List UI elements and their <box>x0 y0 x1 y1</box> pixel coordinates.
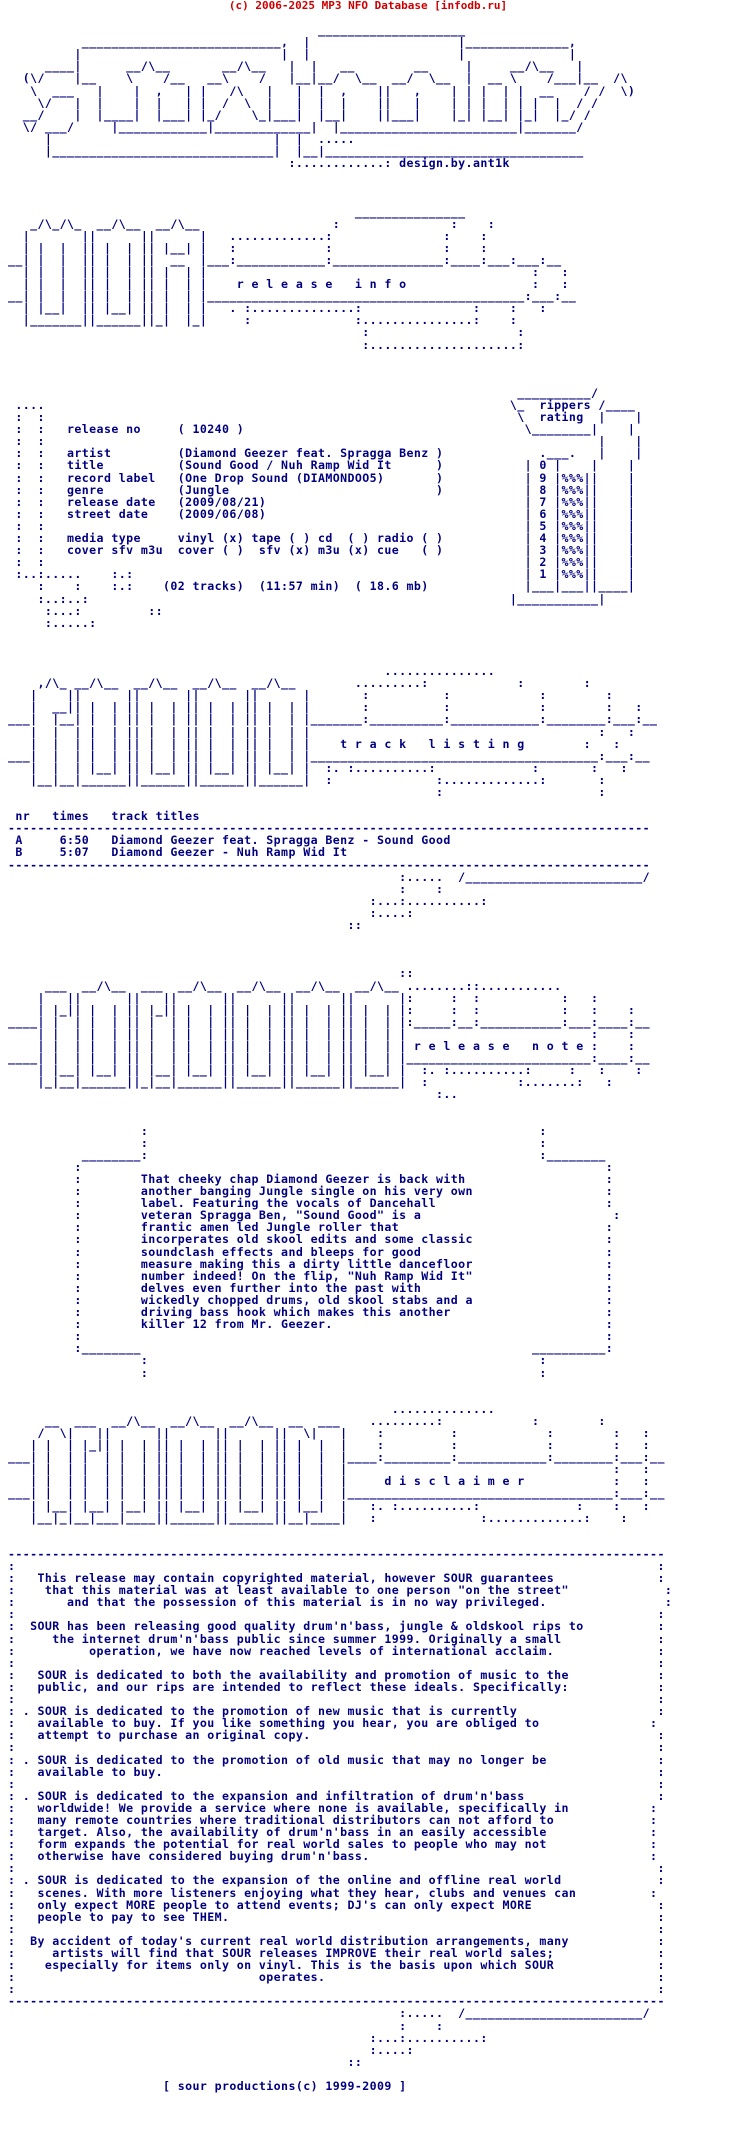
nfo-line: : : <box>8 1607 665 1622</box>
nfo-line: : number indeed! On the flip, "Nuh Ramp Wid It" : <box>8 1268 614 1283</box>
nfo-line: : available to buy. If you like something you hear, you are obliged to : <box>8 1716 658 1731</box>
nfo-line: : : <box>8 1740 665 1755</box>
nfo-line: / \| || || || || \| | : : : : : <box>8 1425 651 1440</box>
nfo-line: ___ __/\__ ___ __/\__ __/\__ __/\__ __/\__ ........::........... <box>8 978 562 993</box>
nfo-line: :....................: <box>8 337 525 352</box>
nfo-line: : : street date (2009/06/08) | 6 |%%%|| | <box>8 506 636 521</box>
nfo-line: : : title (Sound Good / Nuh Ramp Wid It ) | 0 | | | <box>8 458 636 473</box>
nfo-line: _/\_/\_ __/\__ __/\__ : : : <box>8 216 496 231</box>
nfo-line: : : <box>8 1123 547 1138</box>
nfo-line: | | | | | | | || | | || | | || | | | d i s c l a i m e r : : <box>8 1474 651 1489</box>
nfo-line: :....: <box>8 905 414 920</box>
nfo-line: : : <box>8 1329 614 1344</box>
nfo-line: .............. <box>8 1401 496 1416</box>
nfo-line: : scenes. With more listeners enjoying what they hear, clubs and venues can : <box>8 1885 658 1900</box>
nfo-line: : wickedly chopped drums, old skool stabs and a : <box>8 1292 614 1307</box>
nfo-line: : artists will find that SOUR releases IMPROVE their real world sales; : <box>8 1946 665 1960</box>
nfo-line: ____________________ <box>8 23 466 38</box>
nfo-line: : especially for items only on vinyl. This is the basis upon which SOUR : <box>8 1958 665 1973</box>
nfo-line: __/ | |____| |___| |_/ \_|___| |__| ||___| |_| |__| |_| |_/ / <box>8 107 592 122</box>
nfo-line: : measure making this a dirty little dancefloor : <box>8 1256 614 1271</box>
nfo-line: : : <box>8 1559 665 1573</box>
nfo-line: :________ __________: <box>8 1341 614 1356</box>
nfo-line: | |__| |__| || |__| |__| || |__| || |__| || |__| | :. :..........: : : : <box>8 1063 643 1078</box>
nfo-line: :....: <box>8 2042 414 2057</box>
nfo-line: \ ___ | | , | | /\ | | | , || , | | | | | __ / / \) <box>8 83 636 98</box>
nfo-line: :..:..... :.: | 1 |%%%|| | <box>8 567 636 582</box>
nfo-line: : : :.: (02 tracks) (11:57 min) ( 18.6 mb) |___|___||____| <box>8 579 636 594</box>
nfo-line: : : <box>8 1776 665 1791</box>
nfo-line: | |__| |__| |__| || |__| || |__| || |__| | :. :..........: : : : <box>8 1498 651 1513</box>
nfo-line: ----------------------------------------------------------------------------------------- <box>8 1546 665 1561</box>
nfo-line: : : artist (Diamond Geezer feat. Spragga Benz ) .___. | | <box>8 446 643 461</box>
nfo-line: : : \ rating | | <box>8 410 643 425</box>
nfo-line: | | | | | || | | || | | || | | | t r a c k l i s t i n g : : <box>8 736 621 751</box>
nfo-line: : . SOUR is dedicated to the expansion of the online and offline real world : <box>8 1873 665 1888</box>
nfo-line: ____| | | | | || | | | | || | | || | | || | | |:_____:__:___________:___:____:__ <box>8 1014 651 1029</box>
nfo-line: __| | | || | | || __ |___:____________:_______________:____:___:___:__ <box>8 252 562 267</box>
nfo-line: :: <box>8 918 363 933</box>
nfo-line: | || || || || || || |: : : : : <box>8 990 599 1005</box>
nfo-line: | | | | | || | | | | || | | || | | || | | | r e l e a s e n o t e : : <box>8 1038 636 1053</box>
nfo-line: ----------------------------------------------------------------------------------------- <box>8 1994 665 2009</box>
nfo-line: |_______||______||_| |_| : :...............: : <box>8 313 518 328</box>
nfo-line: : : <box>8 2018 444 2033</box>
nfo-line: --------------------------------------------------------------------------------------- <box>8 821 651 836</box>
nfo-line: : public, and our rips are intended to reflect these ideals. Specifically: : <box>8 1679 665 1694</box>
nfo-line: : : <box>8 1921 665 1936</box>
nfo-line: ___| | | | | | | || | | || | | || | | |____:_________:____________:________:___:__ <box>8 1450 665 1465</box>
nfo-line: : delves even further into the past with : <box>8 1280 614 1295</box>
nfo-line: ___| |__| | | || | | || | | || | | |_______:__________:____________:________:___:__ <box>8 712 658 727</box>
nfo-line: ............... <box>8 664 496 679</box>
nfo-line: : : <box>8 1692 665 1707</box>
nfo-line: : : release no ( 10240 ) \________| | <box>8 422 636 437</box>
nfo-line: : : cover sfv m3u cover ( ) sfv (x) m3u (x) cue ( ) | 3 |%%%|| | <box>8 543 636 558</box>
nfo-line: __________/ <box>8 385 599 400</box>
nfo-line: : killer 12 from Mr. Geezer. : <box>8 1317 614 1332</box>
nfo-line: B 5:07 Diamond Geezer - Nuh Ramp Wid It <box>8 845 348 860</box>
nfo-line: | | | | | | | || | | || | | || | | | : : <box>8 1462 651 1477</box>
copyright-line: (c) 2006-2025 MP3 NFO Database [infodb.ru] <box>228 0 508 12</box>
nfo-line: : . SOUR is dedicated to the promotion of new music that is currently : <box>8 1704 665 1719</box>
nfo-line: : veteran Spragga Ben, "Sound Good" is a : <box>8 1208 621 1223</box>
nfo-line: : only expect MORE people to attend events; DJ's can only expect MORE : <box>8 1897 665 1912</box>
nfo-line: | __|| | | || | | || | | || | | | : : : : : <box>8 700 643 715</box>
nfo-line: --------------------------------------------------------------------------------------- <box>8 857 651 872</box>
nfo-line: : : <box>8 325 525 340</box>
nfo-line: : This release may contain copyrighted material, however SOUR guarantees : <box>8 1571 665 1586</box>
nfo-line: .... \_ rippers /____ <box>8 398 636 412</box>
nfo-line: :: <box>8 966 414 981</box>
nfo-line: : : release date (2009/08/21) | 7 |%%%|| | <box>8 494 636 509</box>
nfo-line: | | | || | | || | | | : : <box>8 264 569 279</box>
nfo-line: ___| | | | | | | || | | || | | || | | |____________________________________:___:__ <box>8 1486 665 1501</box>
nfo-line: :...: :: <box>8 603 163 618</box>
nfo-line: : : <box>8 1655 665 1670</box>
nfo-line: : : <box>8 1982 665 1997</box>
nfo-line: : incorperates old skool edits and some classic : <box>8 1232 614 1247</box>
nfo-line: : people to pay to see THEM. : <box>8 1909 665 1924</box>
nfo-line: : : media type vinyl (x) tape ( ) cd ( ) radio ( ) | 4 |%%%|| | <box>8 531 636 546</box>
nfo-line: : : <box>8 1353 547 1368</box>
nfo-line: : operates. : <box>8 1970 665 1985</box>
nfo-line: : SOUR has been releasing good quality drum'n'bass, jungle & oldskool rips to : <box>8 1619 665 1634</box>
nfo-line: :............: design.by.ant1k <box>8 156 510 171</box>
nfo-line: _______________ <box>8 204 466 219</box>
nfo-line: : : | 2 |%%%|| | <box>8 555 636 570</box>
nfo-line: | | | |_|| | | || | | || | | || | | | : : : : : <box>8 1438 651 1453</box>
nfo-line: : the internet drum'n'bass public since summer 1999. Originally a small : <box>8 1631 665 1646</box>
nfo-line: : : <box>8 785 606 799</box>
nfo-line: |__|__|______||______||______||______| : :.............: : <box>8 772 606 787</box>
nfo-line: : . SOUR is dedicated to the promotion of old music that may no longer be : <box>8 1752 665 1767</box>
nfo-line: ___| | | | | || | | || | | || | | |_______________________________________:___:__ <box>8 748 651 763</box>
nfo-line: : attempt to purchase an original copy. : <box>8 1728 665 1743</box>
nfo-line: : : | | <box>8 434 643 449</box>
nfo-line: : another banging Jungle single on his very own : <box>8 1184 614 1199</box>
nfo-line: (\/ |__ \ /__ __\ / |__|__/ \__ __/ \__ | __ \ /___|__ /\ <box>8 71 628 86</box>
nfo-line: : . SOUR is dedicated to the expansion and infiltration of drum'n'bass : <box>8 1788 665 1803</box>
nfo-line: : available to buy. : <box>8 1764 665 1779</box>
nfo-line: : : <box>8 1159 614 1174</box>
nfo-line: : that this material was at least available to one person "on the street" : <box>8 1583 673 1598</box>
nfo-line: : SOUR is dedicated to both the availability and promotion of music to the : <box>8 1667 665 1682</box>
nfo-line: :.....: <box>8 615 97 630</box>
nfo-line: | |_|| | | || |_|| | | || | | || | | || | | |: : : : : : <box>8 1002 636 1017</box>
nfo-line: | | | | | || | | | | || | | || | | || | | | : : <box>8 1026 636 1041</box>
nfo-line: __| | | || | | || | | |___________________________________________:___:__ <box>8 289 577 304</box>
nfo-line: ,/\_ __/\__ __/\__ __/\__ __/\__ .........: : : <box>8 676 592 691</box>
nfo-line: : driving bass hook which makes this another : <box>8 1305 614 1320</box>
nfo-line: __ ___ __/\__ __/\__ __/\__ __ ___ .........: : : <box>8 1413 606 1428</box>
nfo-line: [ sour productions(c) 1999-2009 ] <box>8 2079 407 2094</box>
nfo-line: : : record label (One Drop Sound (DIAMONDOO5) ) | 9 |%%%|| | <box>8 470 636 485</box>
nfo-line: : frantic amen led Jungle roller that : <box>8 1220 614 1235</box>
nfo-line: nr times track titles <box>8 809 200 824</box>
nfo-line: | | | || | | || | | | r e l e a s e i n f o : : <box>8 277 569 292</box>
nfo-line: : worldwide! We provide a service where none is available, specifically in : <box>8 1800 658 1815</box>
nfo-line: : : <box>8 1135 547 1150</box>
nfo-line: : label. Featuring the vocals of Dancehall : <box>8 1196 614 1211</box>
nfo-text-block <box>0 12 736 2092</box>
nfo-line: | |__| || |__| || | | | . :..............: : : : <box>8 301 547 316</box>
nfo-line: A 6:50 Diamond Geezer feat. Spragga Benz - Sound Good <box>8 833 451 848</box>
nfo-line: ___________________________, | |______________, <box>8 35 577 50</box>
nfo-line: : : genre (Jungle ) | 8 |%%%|| | <box>8 482 636 497</box>
nfo-line: :..... /________________________/ <box>8 2006 651 2021</box>
nfo-line: |_|__|______||_|__|______||______||______||______| : :.......: : <box>8 1075 614 1090</box>
nfo-line: :..... /________________________/ <box>8 869 651 884</box>
nfo-line: ____| | | | | || | | | | || | | || | | || | | |_________________________:____:__ <box>8 1051 651 1066</box>
nfo-line: :...:..........: <box>8 2030 488 2045</box>
nfo-line: ____| __/\__ __/\__ | | __ __ | __/\__ | <box>8 59 584 74</box>
nfo-line: : otherwise have considered buying drum'n'bass. : <box>8 1849 658 1864</box>
nfo-line: : By accident of today's current real world distribution arrangements, many : <box>8 1933 665 1948</box>
nfo-line: \/ | | | | | | / \ | | | | || | | | | | | | | / / <box>8 95 599 110</box>
nfo-line: : : | 5 |%%%|| | <box>8 518 636 533</box>
nfo-line: | | | | | || | | || | | || | | | : : <box>8 724 636 739</box>
nfo-line: | | | |__| || |__| || |__| || |__| | :. :..........: : : : <box>8 760 628 775</box>
nfo-line: : : <box>8 881 444 896</box>
nfo-line: | | | ..... <box>8 131 355 146</box>
nfo-line: | || || | .............: : : <box>8 228 488 243</box>
nfo-line: : operation, we have now reached levels of international acclaim. : <box>8 1643 665 1658</box>
nfo-line: | | | | | <box>8 47 577 62</box>
nfo-line: : form expands the potential for real world sales to people who may not : <box>8 1837 658 1852</box>
nfo-line: | | | || | | || |__| | : : : : <box>8 240 488 255</box>
nfo-line: :...:..........: <box>8 893 488 908</box>
nfo-line: : : <box>8 1861 665 1876</box>
nfo-line: \/ ___/ |____________|_____________| |________________________|_______/ <box>8 119 584 134</box>
nfo-line: |______________________________| |__|___________________________________ <box>8 144 584 159</box>
nfo-line: |__|_|__|___|____||______||______||__|____| : :.............: : <box>8 1510 628 1525</box>
nfo-line: : many remote countries where traditional distributors can not afford to : <box>8 1812 658 1827</box>
nfo-line: : and that the possession of this material is in no way privileged. : <box>8 1595 673 1610</box>
nfo-line: :..:..: |___________| <box>8 591 606 606</box>
nfo-line: : That cheeky chap Diamond Geezer is back with : <box>8 1172 614 1186</box>
nfo-line: : target. Also, the availability of drum'n'bass in an easily accessible : <box>8 1825 658 1840</box>
nfo-line: : : <box>8 1365 547 1380</box>
nfo-line: ________: :________ <box>8 1147 606 1162</box>
nfo-line: :.. <box>8 1087 459 1102</box>
nfo-line: : soundclash effects and bleeps for good : <box>8 1244 614 1259</box>
nfo-line: | || || || || | : : : : <box>8 688 614 703</box>
nfo-line: :: <box>8 2054 363 2069</box>
